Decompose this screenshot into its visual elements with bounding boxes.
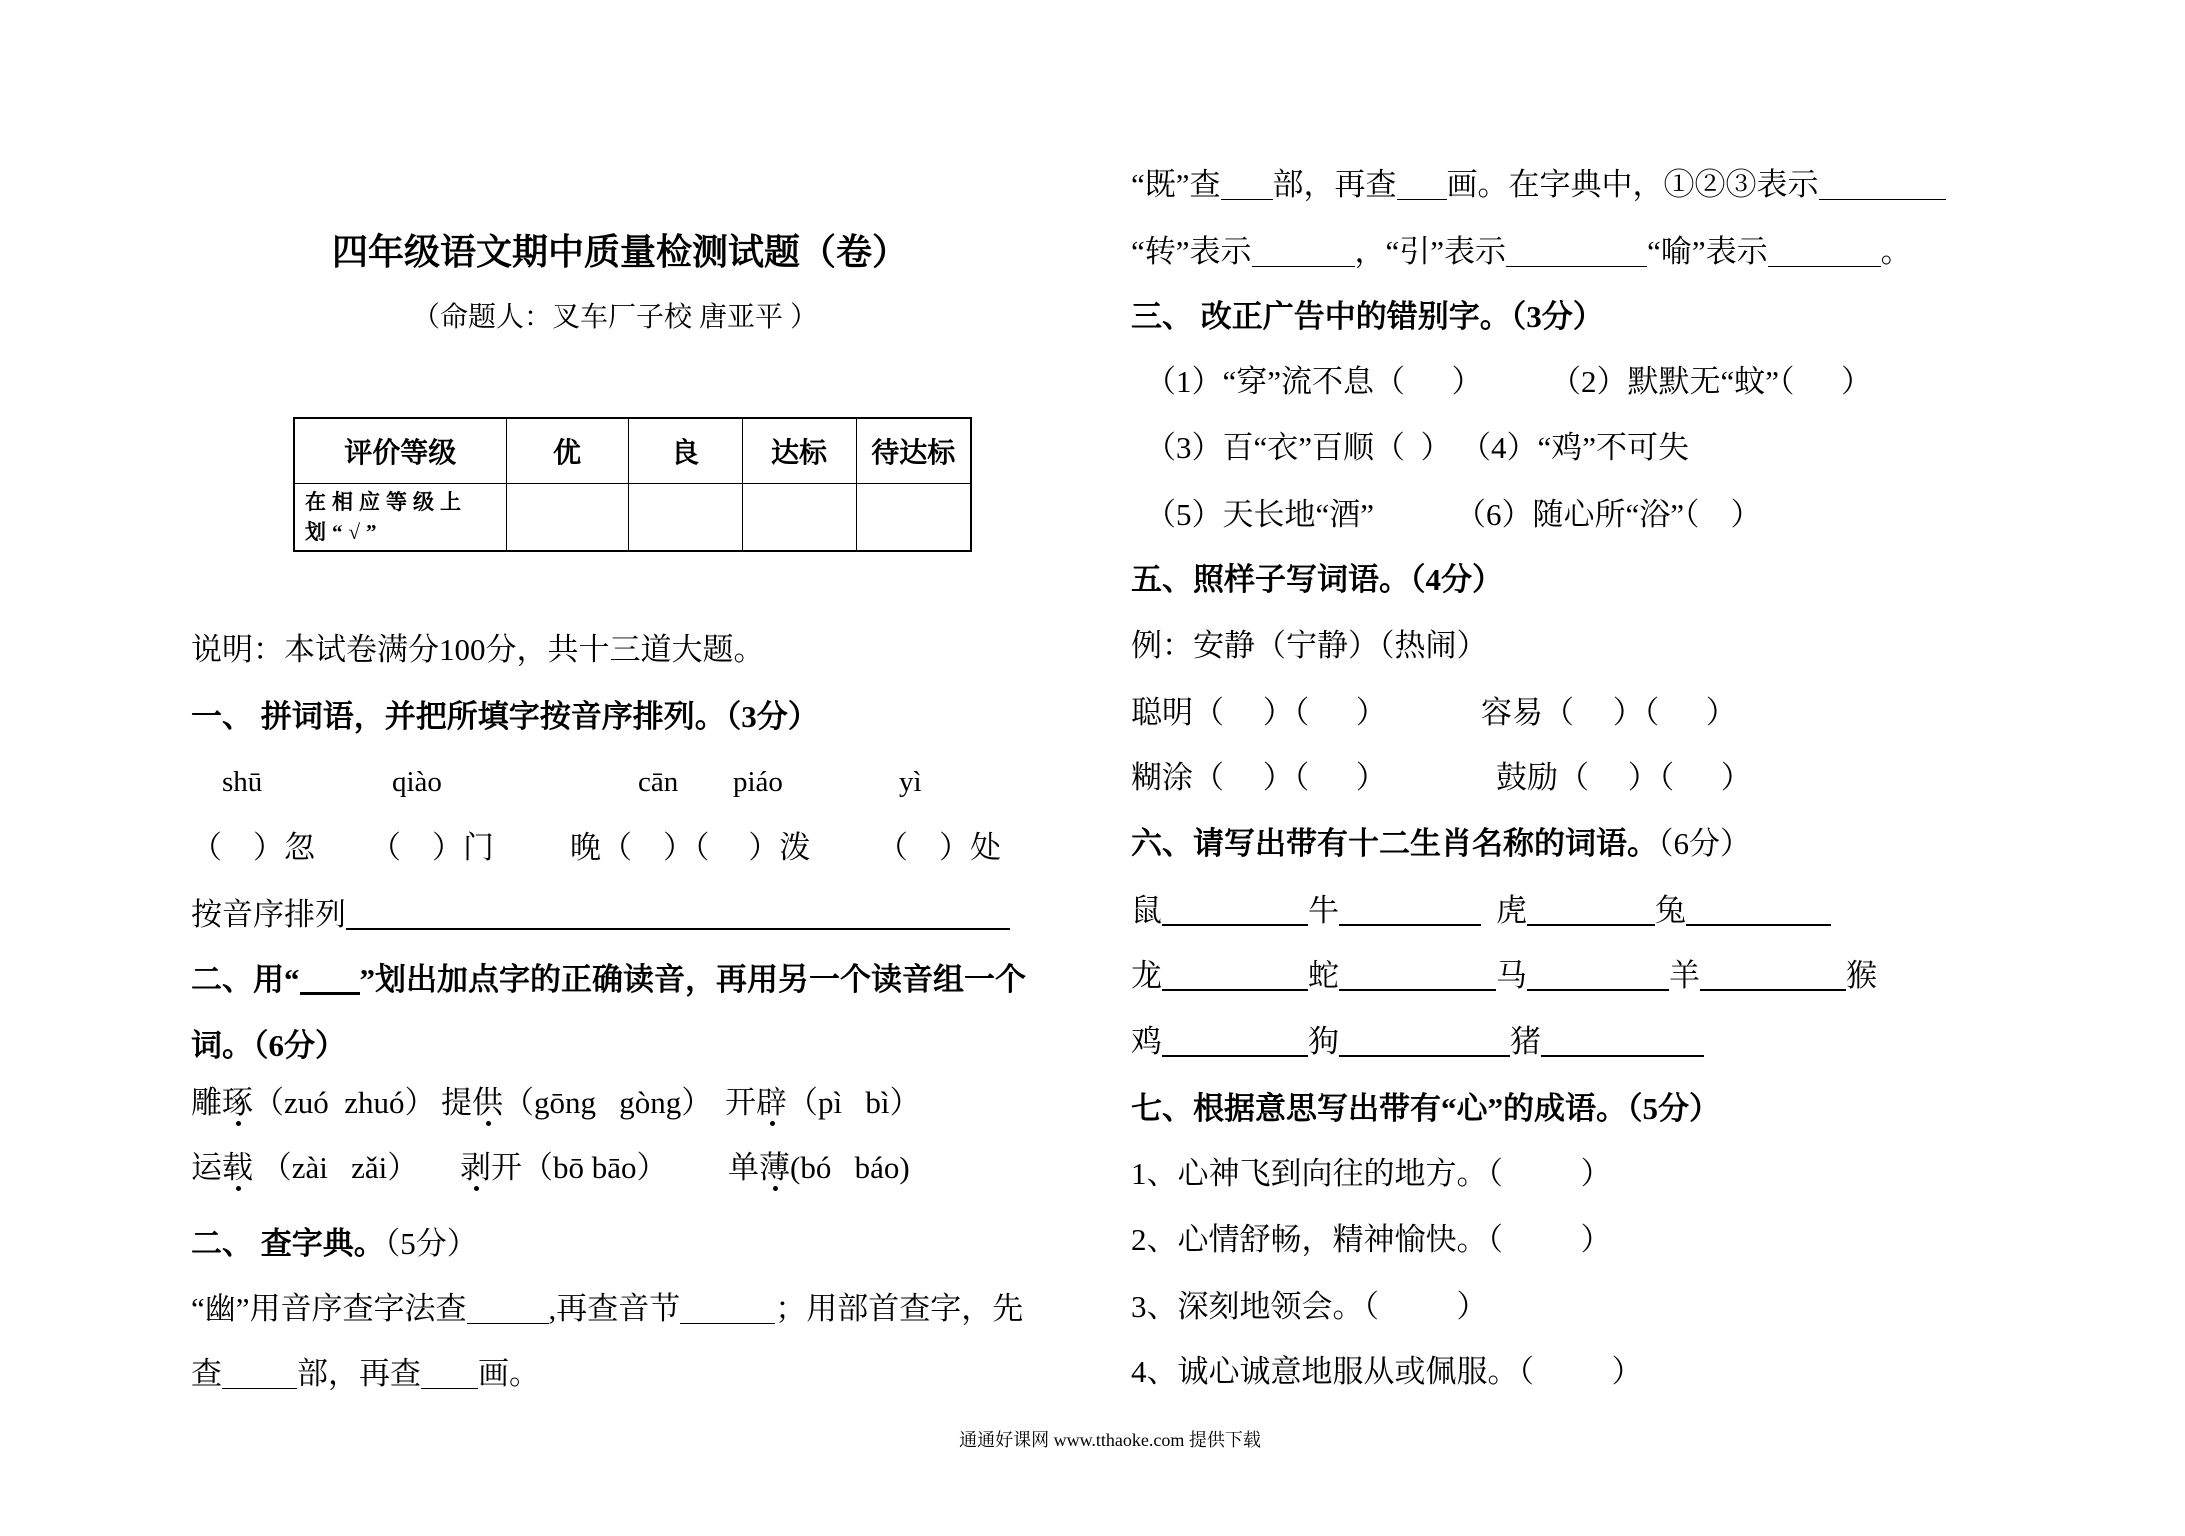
q1-order-line	[191, 895, 1010, 935]
q2-heading-start: 二、用“	[191, 962, 300, 997]
zodiac-char: 蛇	[1308, 958, 1339, 993]
q2-readings: （zài zǎi）	[253, 1150, 419, 1185]
q2-item	[460, 1148, 668, 1188]
rating-table	[293, 417, 972, 552]
zodiac-char: 猴	[1846, 958, 1877, 993]
q2-heading-continued: 词。（6分）	[191, 1028, 346, 1063]
q2-dotted-char: 供	[472, 1085, 503, 1120]
answer-blank	[1339, 979, 1496, 991]
q1-order-label: 按音序排列	[191, 897, 346, 932]
q3-text: 部，再查	[1272, 167, 1397, 202]
q6-row	[1131, 891, 1831, 931]
q2-item	[441, 1083, 712, 1123]
q2-char: 开	[725, 1085, 756, 1120]
q3-text: “转”表示	[1131, 234, 1252, 269]
q3-text: “喻”表示	[1647, 234, 1768, 269]
q5-item: 容易（ ）（ ）	[1481, 695, 1737, 730]
q3-text: “幽”用音序查字法查	[191, 1291, 467, 1326]
q4-item: （1）“穿”流不息（ ）	[1145, 364, 1483, 399]
q3-heading-text: 二、 查字典。	[191, 1226, 385, 1261]
exam-author: （命题人：叉车厂子校 唐亚平 ）	[411, 302, 818, 333]
zodiac-char: 兔	[1655, 893, 1686, 928]
q7-item: 1、心神飞到向往的地方。（ ）	[1131, 1156, 1612, 1191]
q1-pinyin: yì	[899, 766, 922, 798]
answer-blank	[421, 1378, 478, 1389]
rating-row-label: 在相应等级上划“√”	[305, 489, 467, 544]
q1-word-blank: （ ）忽	[191, 830, 315, 865]
q7-item: 3、深刻地领会。（ ）	[1131, 1289, 1488, 1324]
q1-pinyin: cān	[638, 766, 679, 798]
rating-header-pass: 达标	[742, 418, 856, 483]
zodiac-char: 猪	[1510, 1024, 1541, 1059]
q2-item	[191, 1148, 418, 1188]
q6-row	[1131, 1022, 1704, 1062]
q3-text: 查	[191, 1356, 222, 1391]
q7-heading: 七、根据意思写出带有“心”的成语。（5分）	[1131, 1091, 1720, 1126]
zodiac-char: 鸡	[1131, 1024, 1162, 1059]
q3-line	[1131, 232, 1912, 272]
q1-heading: 一、 拼词语，并把所填字按音序排列。（3分）	[191, 699, 819, 734]
q6-heading-text: 六、请写出带有十二生肖名称的词语。	[1131, 826, 1658, 861]
q3-text: ,再查音节	[548, 1291, 681, 1326]
q3-points: （5分）	[384, 1226, 478, 1261]
q3-text: ；用部首查字，先	[775, 1291, 1024, 1326]
q3-line	[1131, 165, 1946, 205]
q1-pinyin: shū	[222, 766, 263, 798]
q1-pinyin: qiào	[392, 766, 442, 798]
zodiac-char: 牛	[1308, 893, 1339, 928]
q2-readings: 开（bō bāo）	[491, 1150, 668, 1185]
q4-item: （6）随心所“浴”（ ）	[1455, 497, 1762, 532]
answer-blank	[1700, 979, 1846, 991]
answer-blank	[1527, 979, 1669, 991]
q2-dotted-char: 薄	[759, 1150, 790, 1185]
q1-word-blank: （ ）处	[877, 830, 1001, 865]
q2-heading-end: ”划出加点字的正确读音，再用另一个读音组一个	[359, 962, 1026, 997]
q6-heading	[1131, 824, 1751, 864]
answer-blank	[1252, 256, 1355, 267]
q2-item	[728, 1148, 910, 1188]
rating-header-needs-work: 待达标	[856, 418, 971, 483]
rating-cell-good	[628, 483, 742, 551]
q7-item: 2、心情舒畅，精神愉快。（ ）	[1131, 1222, 1612, 1257]
answer-blank	[1541, 1045, 1704, 1057]
page-footer: 通通好课网 www.tthaoke.com 提供下载	[959, 1430, 1261, 1450]
answer-blank	[1819, 189, 1946, 200]
answer-blank	[346, 918, 1010, 930]
answer-blank	[1339, 914, 1481, 926]
rating-header-excellent: 优	[506, 418, 628, 483]
rating-cell-excellent	[506, 483, 628, 551]
q7-item: 4、诚心诚意地服从或佩服。（ ）	[1131, 1354, 1643, 1389]
answer-blank	[1162, 914, 1308, 926]
q2-dotted-char: 载	[222, 1150, 253, 1185]
answer-blank	[1162, 1045, 1308, 1057]
answer-blank	[1527, 914, 1655, 926]
q4-item: （2）默默无“蚊”（ ）	[1550, 364, 1873, 399]
q1-word-blank: 晚（ ）（ ）泼	[570, 830, 811, 865]
underline-sample	[300, 982, 360, 995]
answer-blank	[680, 1313, 775, 1324]
q1-pinyin: piáo	[733, 766, 783, 798]
zodiac-char: 龙	[1131, 958, 1162, 993]
zodiac-char: 狗	[1308, 1024, 1339, 1059]
q2-readings: （gōng gòng）	[503, 1085, 713, 1120]
answer-blank	[222, 1378, 297, 1389]
exam-title: 四年级语文期中质量检测试题（卷）	[331, 232, 908, 272]
answer-blank	[1768, 256, 1881, 267]
answer-blank	[1339, 1045, 1510, 1057]
q6-row	[1131, 956, 1877, 996]
q2-char: 单	[728, 1150, 759, 1185]
q2-char: 雕	[191, 1085, 222, 1120]
rating-header-grade: 评价等级	[294, 418, 506, 483]
q5-item: 聪明（ ）（ ）	[1131, 695, 1387, 730]
answer-blank	[1506, 256, 1647, 267]
q3-text: “既”查	[1131, 167, 1221, 202]
answer-blank	[1221, 189, 1273, 200]
q3-line	[191, 1289, 1023, 1329]
q5-example: 例：安静（宁静）（热闹）	[1131, 628, 1488, 663]
zodiac-char: 羊	[1669, 958, 1700, 993]
answer-blank	[467, 1313, 549, 1324]
q3-text: 。	[1880, 234, 1912, 269]
zodiac-char: 马	[1496, 958, 1527, 993]
rating-header-row	[294, 418, 971, 483]
q2-heading	[191, 960, 1026, 1000]
q4-item: （5）天长地“酒”	[1145, 497, 1375, 532]
q5-heading: 五、照样子写词语。（4分）	[1131, 562, 1503, 597]
q3-text: 部，再查	[297, 1356, 421, 1391]
answer-blank	[1686, 914, 1831, 926]
rating-header-good: 良	[628, 418, 742, 483]
q3-text: 画。	[478, 1356, 540, 1391]
zodiac-char: 鼠	[1131, 893, 1162, 928]
q2-dotted-char: 琢	[222, 1085, 253, 1120]
q4-item: （4）“鸡”不可失	[1460, 430, 1690, 465]
instructions: 说明：本试卷满分100分，共十三道大题。	[191, 632, 765, 667]
q5-item: 鼓励（ ）（ ）	[1496, 760, 1752, 795]
q5-item: 糊涂（ ）（ ）	[1131, 760, 1387, 795]
q2-readings: （zuó zhuó）	[253, 1085, 436, 1120]
rating-cell-needs-work	[856, 483, 971, 551]
q4-item: （3）百“衣”百顺（ ）	[1145, 430, 1452, 465]
rating-row-label-cell	[294, 483, 506, 551]
answer-blank	[1397, 189, 1447, 200]
q3-line	[191, 1354, 540, 1394]
q1-word-blank: （ ）门	[370, 830, 494, 865]
q2-dotted-char: 剥	[460, 1150, 491, 1185]
q6-points: （6分）	[1658, 826, 1751, 861]
q2-item	[191, 1083, 436, 1123]
q3-text: 画。在字典中，①②③表示	[1446, 167, 1819, 202]
zodiac-char: 虎	[1496, 893, 1527, 928]
q4-heading: 三、 改正广告中的错别字。（3分）	[1131, 299, 1604, 334]
rating-mark-row	[294, 483, 971, 551]
q2-char: 运	[191, 1150, 222, 1185]
q2-dotted-char: 辟	[756, 1085, 787, 1120]
answer-blank	[1162, 979, 1308, 991]
q2-readings: (bó báo)	[790, 1150, 910, 1185]
rating-cell-pass	[742, 483, 856, 551]
q3-heading	[191, 1224, 478, 1264]
q2-item	[725, 1083, 920, 1123]
q3-text: ，“引”表示	[1354, 234, 1507, 269]
q2-readings: （pì bì）	[787, 1085, 921, 1120]
q2-char: 提	[441, 1085, 472, 1120]
